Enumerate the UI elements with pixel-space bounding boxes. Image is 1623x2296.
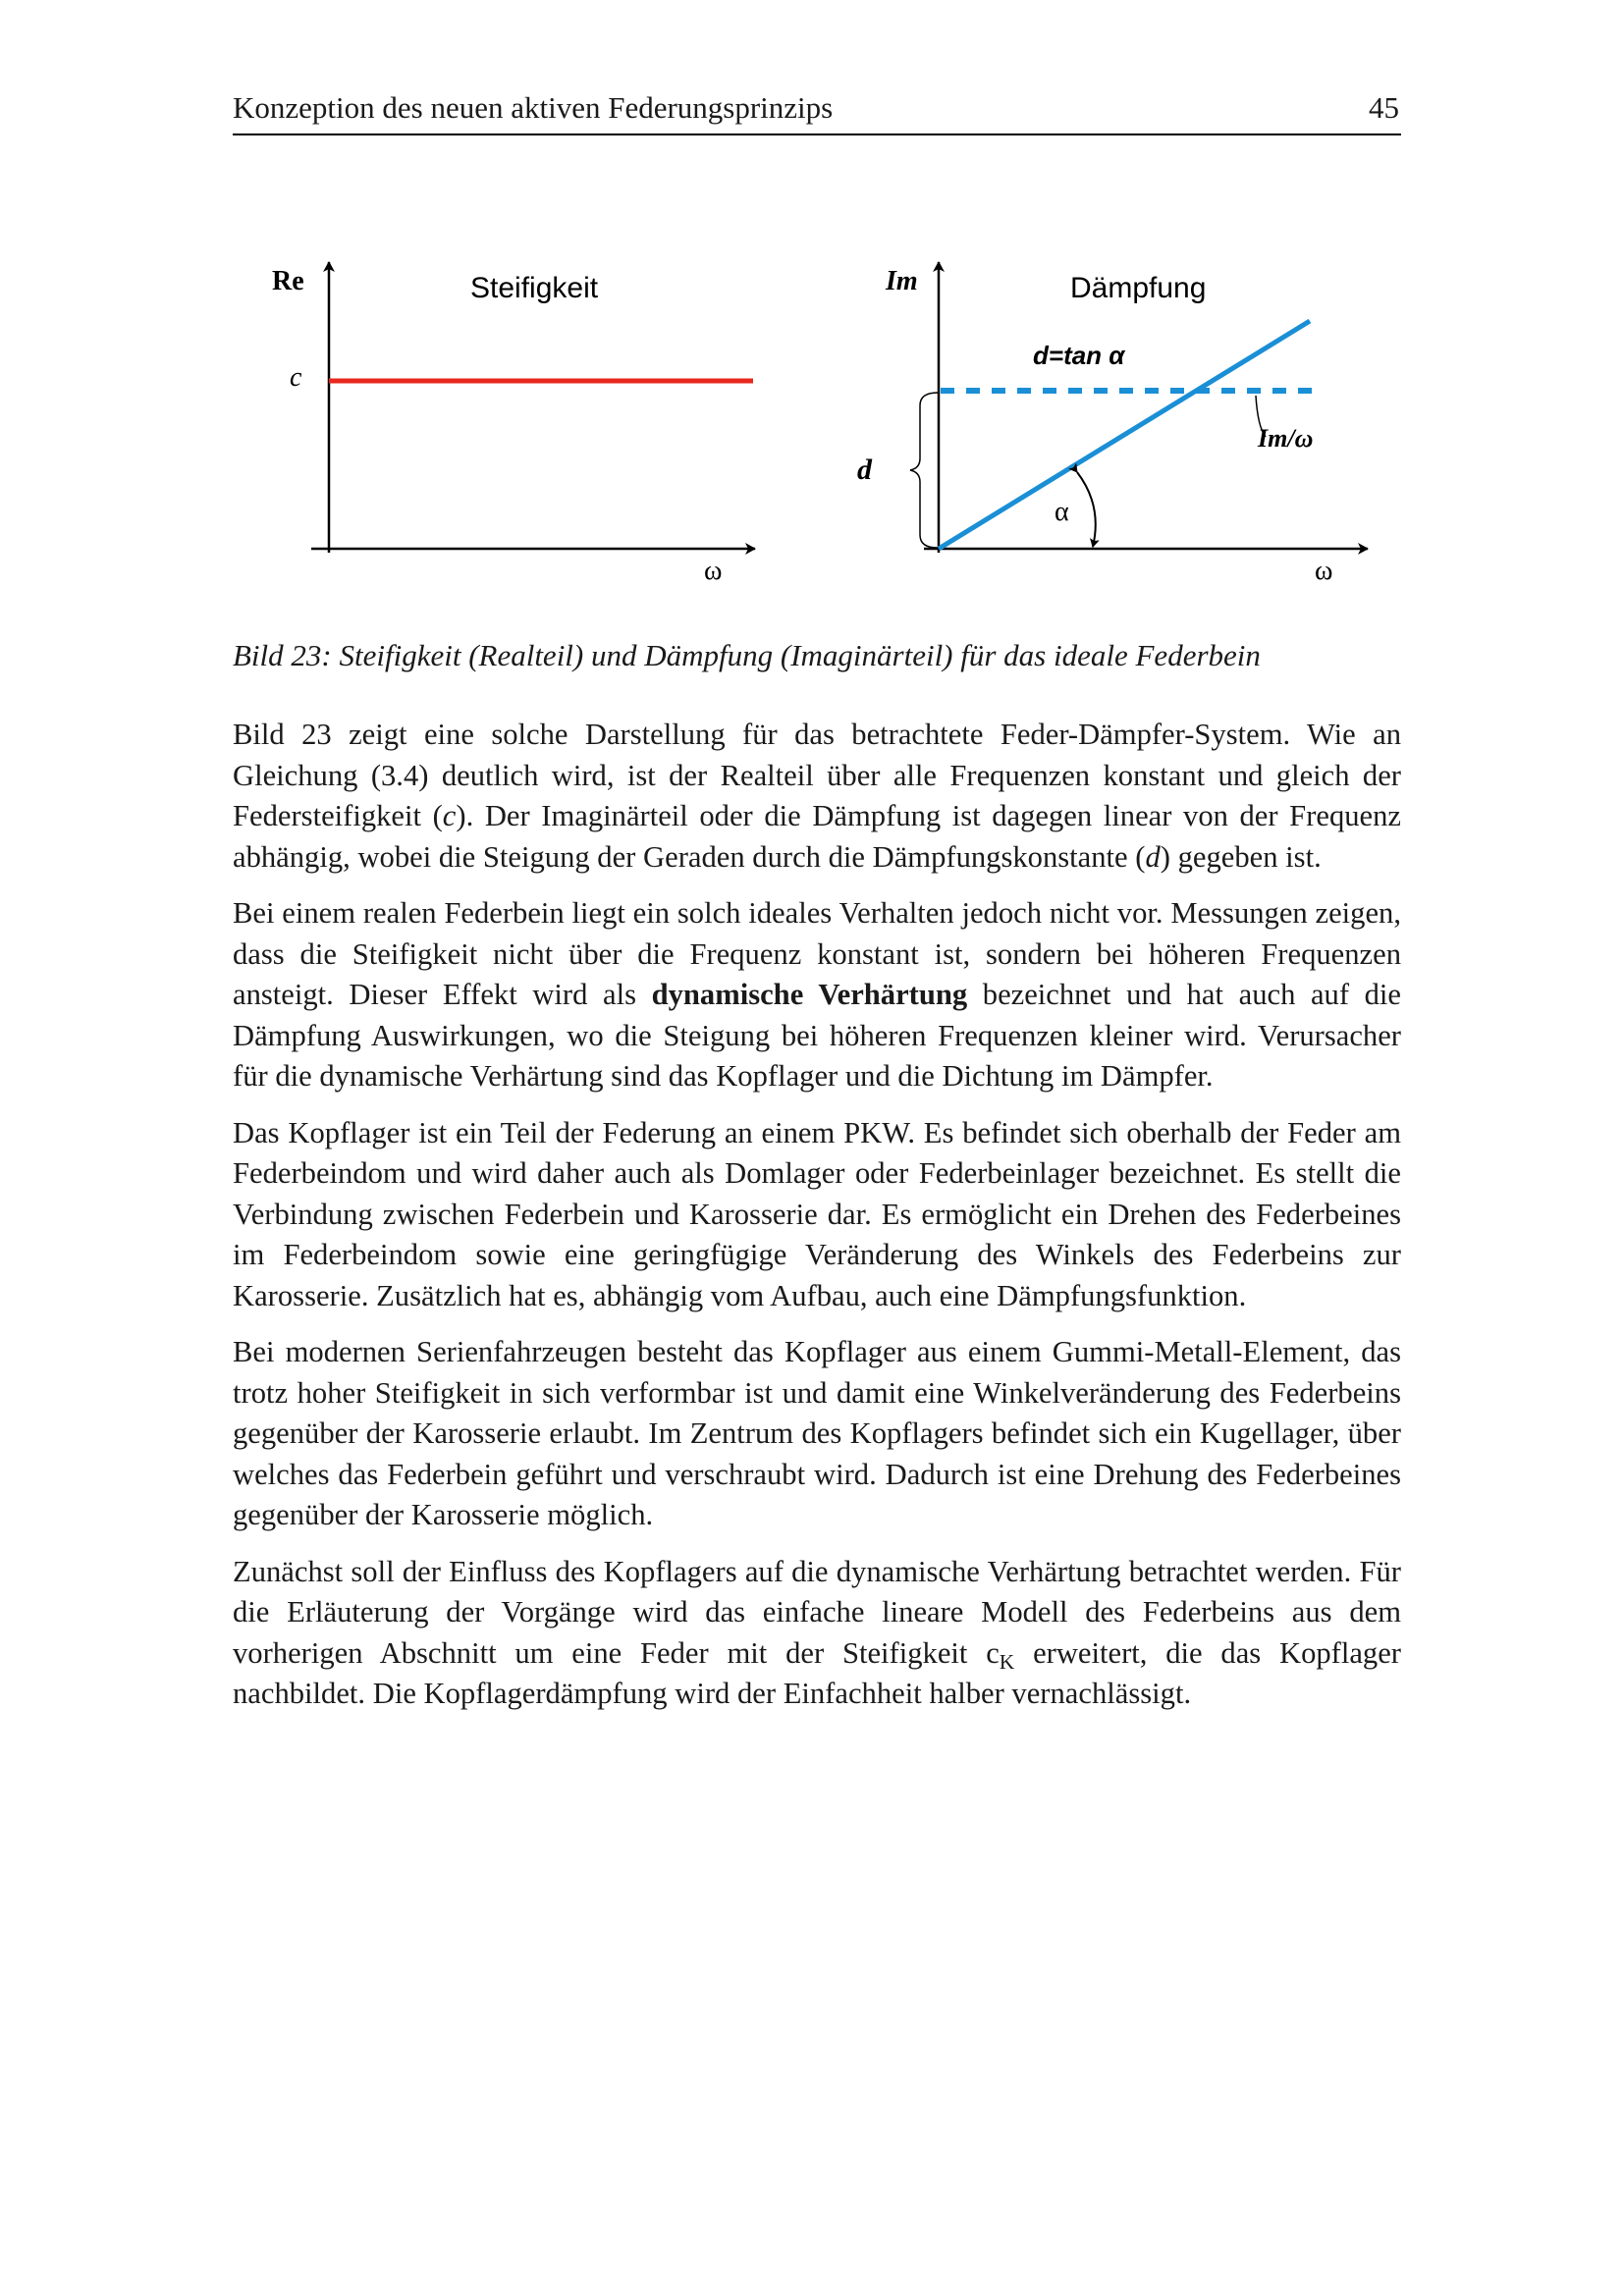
stiffness-y-label: Re (272, 266, 304, 296)
paragraph-2: Bei einem realen Federbein liegt ein solch ideales Verhalten jedoch nicht vor. Messungen zeigen, dass die Steifigkeit nicht über die Frequenz konstant ist, sondern bei höheren Frequenzen ansteigt. Dieser Effekt wird als dynamische Verhärtung bezeichnet und hat auch auf die Dämpfung Auswirkungen, wo die Steigung bei höheren Frequenzen kleiner wird. Verursacher für die dynamische Verhärtung sind das Kopflager und die Dichtung im Dämpfer. (233, 896, 1401, 1093)
paragraph-3: Das Kopflager ist ein Teil der Federung an einem PKW. Es befindet sich oberhalb der Feder am Federbeindom und wird daher auch als Domlager oder Federbeinlager bezeichnet. Es stellt die Verbindung zwischen Federbein und Karosserie dar. Es ermöglicht ein Drehen des Federbeines im Federbeindom sowie eine geringfügige Veränderung des Winkels des Federbeins zur Karosserie. Zusätzlich hat es, abhängig vom Aufbau, auch eine Dämpfungsfunktion. (233, 1115, 1401, 1312)
paragraph-5: Zunächst soll der Einfluss des Kopflagers auf die dynamische Verhärtung betrachtet werden. Für die Erläuterung der Vorgänge wird das einfache lineare Modell des Federbeins aus dem vorherigen Abschnitt um eine Feder mit der Steifigkeit $c_K$ erweitert, die das Kopflager nachbildet. Die Kopflagerdämpfung wird der Einfachheit halber vernachlässigt. (233, 1554, 1401, 1710)
brace (910, 393, 938, 548)
running-header (233, 86, 1401, 135)
emphasis-dynamische-verhaertung: dynamische Verhärtung (651, 978, 968, 1011)
paragraph-4: Bei modernen Serienfahrzeugen besteht das Kopflager aus einem Gummi-Metall-Element, das trotz hoher Steifigkeit in sich verformbar ist und damit eine Winkelveränderung des Federbeins gegenüber der Karosserie erlaubt. Im Zentrum des Kopflagers befindet sich ein Kugellager, über welches das Federbein geführt und verschraubt wird. Dadurch ist eine Drehung des Federbeines gegenüber der Karosserie möglich. (233, 1335, 1401, 1531)
damping-y-label: Im (886, 266, 918, 296)
figure-caption: Bild 23: Steifigkeit (Realteil) und Dämpfung (Imaginärteil) für das ideale Federbein (233, 638, 1261, 672)
damping-chart (857, 262, 1368, 586)
stiffness-x-label: ω (704, 556, 723, 586)
damping-slope-label: d=tan α (1033, 341, 1125, 370)
page-number: 45 (1369, 90, 1399, 125)
damping-angle-label: α (1055, 497, 1069, 527)
body-text (233, 715, 1401, 1731)
paragraph-1: Bild 23 zeigt eine solche Darstellung für das betrachtete Feder-Dämpfer-System. Wie an Gleichung (3.4) deutlich wird, ist der Realteil über alle Frequenzen konstant und gleich der Federsteifigkeit (c). Der Imaginärteil oder die Dämpfung ist dagegen linear von der Frequenz abhängig, wobei die Steigung der Geraden durch die Dämpfungskonstante (d) gegeben ist. (233, 718, 1402, 874)
stiffness-level-label: c (290, 362, 302, 393)
damping-x-label: ω (1315, 556, 1333, 586)
angle-arc (1077, 472, 1096, 547)
damping-brace-label: d (857, 454, 872, 486)
stiffness-title: Steifigkeit (470, 272, 599, 304)
stiffness-chart (272, 262, 755, 586)
damping-title: Dämpfung (1070, 272, 1207, 304)
figure-stiffness-damping (233, 240, 1401, 604)
header-title: Konzeption des neuen aktiven Federungsprinzips (233, 90, 834, 125)
damping-ratio-label: Im/ω (1258, 424, 1314, 453)
